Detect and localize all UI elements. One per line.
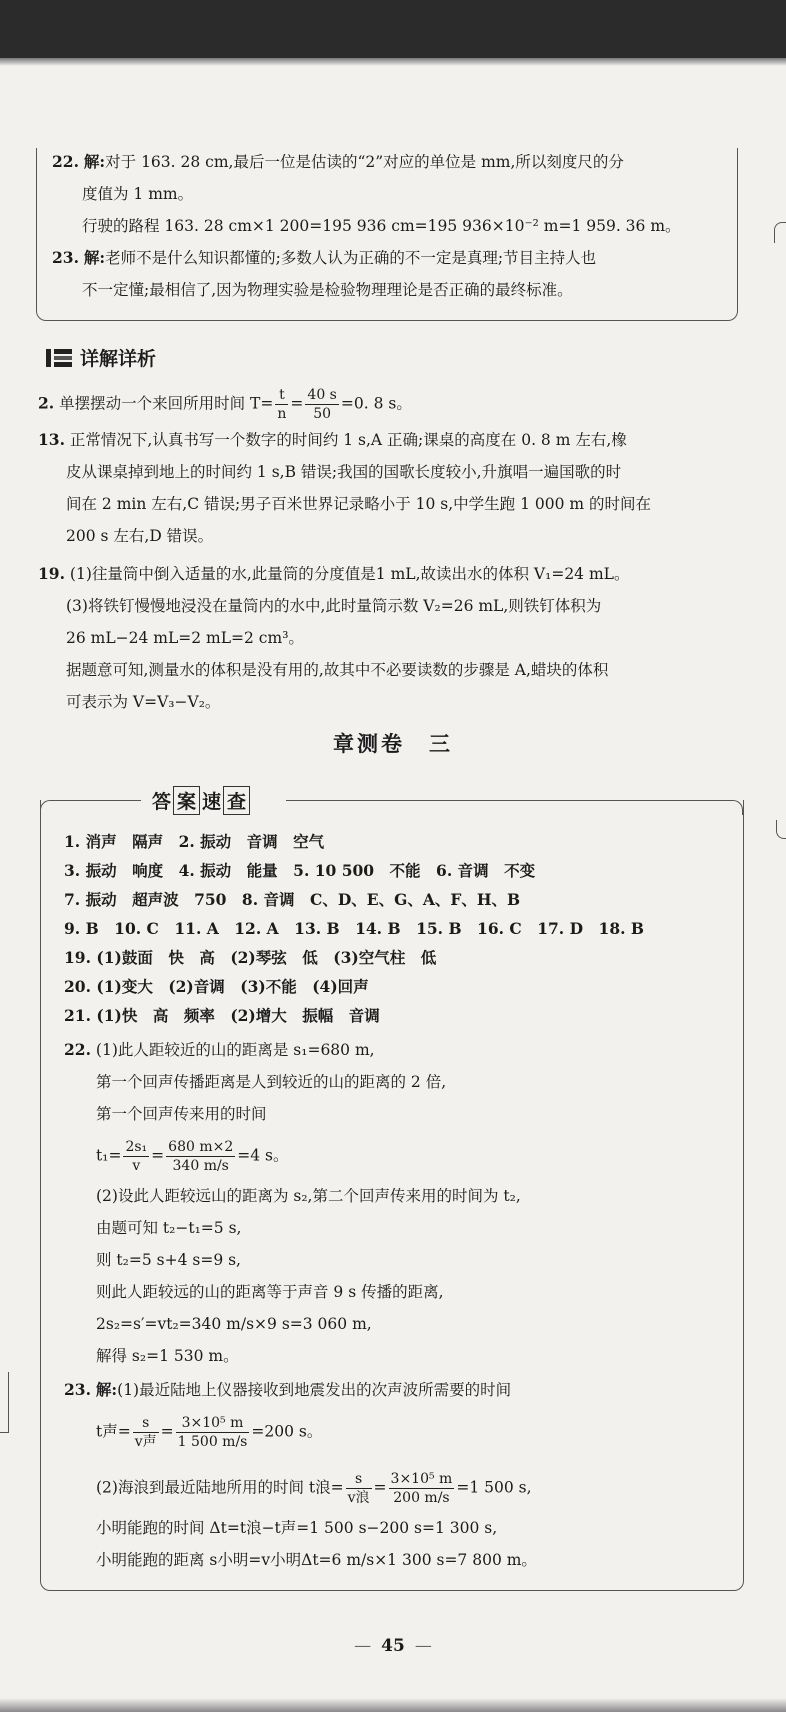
answer-q23-number: 23.: [64, 1380, 91, 1399]
detail-q2-number: 2.: [38, 393, 55, 413]
scan-bottom-edge: [0, 1698, 786, 1712]
detail-q2-eq: =: [290, 394, 304, 413]
detail-q2-fraction2: [305, 386, 338, 423]
section-bars-icon: [46, 349, 72, 367]
fraction-numerator: 3×10⁵ m: [176, 1414, 250, 1433]
answer-q22-t1-result: =4 s。: [237, 1146, 289, 1165]
fraction-denominator: v: [132, 1158, 141, 1174]
answer-q22-line7: 则 t₂=5 s+4 s=9 s,: [96, 1251, 241, 1269]
detail-q19-text1: (1)往量筒中倒入适量的水,此量筒的分度值是1 mL,故读出水的体积 V₁=24 mL。: [69, 565, 630, 583]
answers-header-char3: 速: [202, 791, 222, 813]
answer-q22-line9: 2s₂=s′=vt₂=340 m/s×9 s=3 060 m,: [96, 1315, 372, 1333]
fraction-numerator: 2s₁: [125, 1139, 148, 1155]
answer-row4: 9. B 10. C 11. A 12. A 13. B 14. B 15. B 16. C 17. D 18. B: [64, 919, 645, 938]
detail-q2-fraction1: [275, 386, 288, 423]
page-number: [0, 1636, 786, 1656]
answer-q22-line2: 第一个回声传播距离是人到较近的山的距离的 2 倍,: [96, 1073, 447, 1091]
fraction-denominator: n: [277, 406, 287, 422]
q23-label: 解:: [83, 248, 106, 267]
detail-q19-line5: 可表示为 V=V₃−V₂。: [66, 693, 221, 711]
answer-q22-eq: =: [151, 1146, 165, 1165]
answer-row2: 3. 振动 响度 4. 振动 能量 5. 10 500 不能 6. 音调 不变: [64, 861, 536, 880]
detail-q13-number: 13.: [38, 430, 65, 449]
q22-line2: 度值为 1 mm。: [82, 185, 194, 203]
answer-q23-t-result: =200 s。: [251, 1422, 323, 1441]
answer-row1: 1. 消声 隔声 2. 振动 音调 空气: [64, 832, 325, 851]
margin-mark-left-1: [0, 1372, 9, 1433]
answer-q23-eq2: =: [373, 1478, 387, 1497]
answer-q22-text1: (1)此人距较近的山的距离是 s₁=680 m,: [95, 1041, 375, 1059]
answer-q22-line3: 第一个回声传来用的时间: [96, 1105, 267, 1123]
fraction-numerator: s: [133, 1414, 159, 1433]
answer-q23-text1: (1)最近陆地上仪器接收到地震发出的次声波所需要的时间: [117, 1381, 512, 1399]
fraction-numerator: 3×10⁵ m: [390, 1471, 453, 1487]
fraction-denominator: 1 500 m/s: [177, 1434, 248, 1450]
detail-q19-line2: (3)将铁钉慢慢地浸没在量筒内的水中,此时量筒示数 V₂=26 mL,则铁钉体积为: [66, 597, 602, 615]
fraction-denominator: 340 m/s: [172, 1158, 229, 1174]
page-number-value: 45: [381, 1636, 405, 1656]
answer-row6: 20. (1)变大 (2)音调 (3)不能 (4)回声: [64, 977, 369, 996]
detail-q19-number: 19.: [38, 564, 65, 583]
answer-q23-line4: 小明能跑的时间 Δt=t浪−t声=1 500 s−200 s=1 300 s,: [96, 1519, 498, 1537]
answer-q23-text3a: (2)海浪到最近陆地所用的时间 t浪=: [96, 1478, 344, 1497]
q23-number: 23.: [52, 248, 79, 267]
answer-row3: 7. 振动 超声波 750 8. 音调 C、D、E、G、A、F、H、B: [64, 890, 521, 909]
answer-row5: 19. (1)鼓面 快 高 (2)琴弦 低 (3)空气柱 低: [64, 948, 437, 967]
fraction-numerator: t: [275, 386, 288, 405]
detail-q2-result: =0. 8 s。: [340, 394, 412, 413]
chapter-title: 章测卷 三: [333, 732, 453, 756]
q23-text1: 老师不是什么知识都懂的;多数人认为正确的不一定是真理;节目主持人也: [105, 249, 597, 267]
answer-q23-line5: 小明能跑的距离 s小明=v小明Δt=6 m/s×1 300 s=7 800 m。: [96, 1551, 537, 1569]
detail-q13-line1: [38, 428, 627, 452]
detail-q2-text: 单摆摆动一个来回所用时间 T=: [59, 394, 274, 413]
answer-q22-line6: 由题可知 t₂−t₁=5 s,: [96, 1219, 242, 1237]
scan-top-edge: [0, 0, 786, 58]
fraction-denominator: v声: [134, 1434, 157, 1450]
answers-header-char4: 查: [223, 786, 250, 815]
detail-q13-line2: 皮从课桌掉到地上的时间约 1 s,B 错误;我国的国歌长度较小,升旗唱一遍国歌的时: [66, 463, 622, 481]
answer-q22-number: 22.: [64, 1040, 91, 1059]
fraction-denominator: 200 m/s: [393, 1490, 450, 1506]
page-number-dash-left: —: [354, 1636, 372, 1656]
margin-mark-right-1: [774, 222, 786, 243]
detail-q19-line3: 26 mL−24 mL=2 mL=2 cm³。: [66, 629, 304, 647]
section-title-text: 详解详析: [80, 348, 157, 370]
fraction-numerator: 40 s: [307, 387, 337, 403]
q23-line2: 不一定懂;最相信了,因为物理实验是检验物理理论是否正确的最终标准。: [82, 281, 573, 299]
answer-q22-t1: t₁=: [96, 1146, 122, 1165]
section-title: [80, 344, 156, 371]
fraction-denominator: 50: [313, 406, 332, 422]
answer-q22-line5: (2)设此人距较远山的距离为 s₂,第二个回声传来用的时间为 t₂,: [96, 1187, 521, 1205]
answer-q23-t: t声=: [96, 1422, 131, 1441]
detail-q19-line1: [38, 562, 629, 586]
fraction-denominator: v浪: [347, 1490, 370, 1506]
detail-q13-line4: 200 s 左右,D 错误。: [66, 527, 214, 545]
answer-q23-text3b: =1 500 s,: [456, 1478, 532, 1497]
q22-line3: 行驶的路程 163. 28 cm×1 200=195 936 cm=195 936×10⁻² m=1 959. 36 m。: [82, 217, 681, 235]
detail-q2: [38, 386, 412, 423]
detail-q19-line4: 据题意可知,测量水的体积是没有用的,故其中不必要读数的步骤是 A,蜡块的体积: [66, 661, 609, 679]
q23-line1: [52, 246, 596, 270]
detail-q13-line3: 间在 2 min 左右,C 错误;男子百米世界记录略小于 10 s,中学生跑 1 000 m 的时间在: [66, 495, 652, 513]
answers-header-char1: 答: [152, 791, 172, 813]
answer-q22-line8: 则此人距较远的山的距离等于声音 9 s 传播的距离,: [96, 1283, 444, 1301]
answers-header-char2: 案: [173, 786, 200, 815]
answer-row7: 21. (1)快 高 频率 (2)增大 振幅 音调: [64, 1006, 380, 1025]
q22-number: 22.: [52, 152, 79, 171]
q22-text1: 对于 163. 28 cm,最后一位是估读的“2”对应的单位是 mm,所以刻度尺的分: [105, 153, 624, 171]
answer-q23-eq: =: [160, 1422, 174, 1441]
fraction-numerator: s: [346, 1470, 372, 1489]
q22-label: 解:: [83, 152, 106, 171]
answers-frame-bottom: [40, 800, 744, 1591]
q22-line1: [52, 150, 624, 174]
fraction-numerator: 680 m×2: [168, 1139, 234, 1155]
page-number-dash-right: —: [414, 1636, 432, 1656]
answer-q23-label: 解:: [95, 1380, 118, 1399]
margin-mark-right-2: [776, 820, 786, 839]
answer-q22-line10: 解得 s₂=1 530 m。: [96, 1347, 239, 1365]
detail-q13-text1: 正常情况下,认真书写一个数字的时间约 1 s,A 正确;课桌的高度在 0. 8 m 左右,橡: [69, 431, 627, 449]
